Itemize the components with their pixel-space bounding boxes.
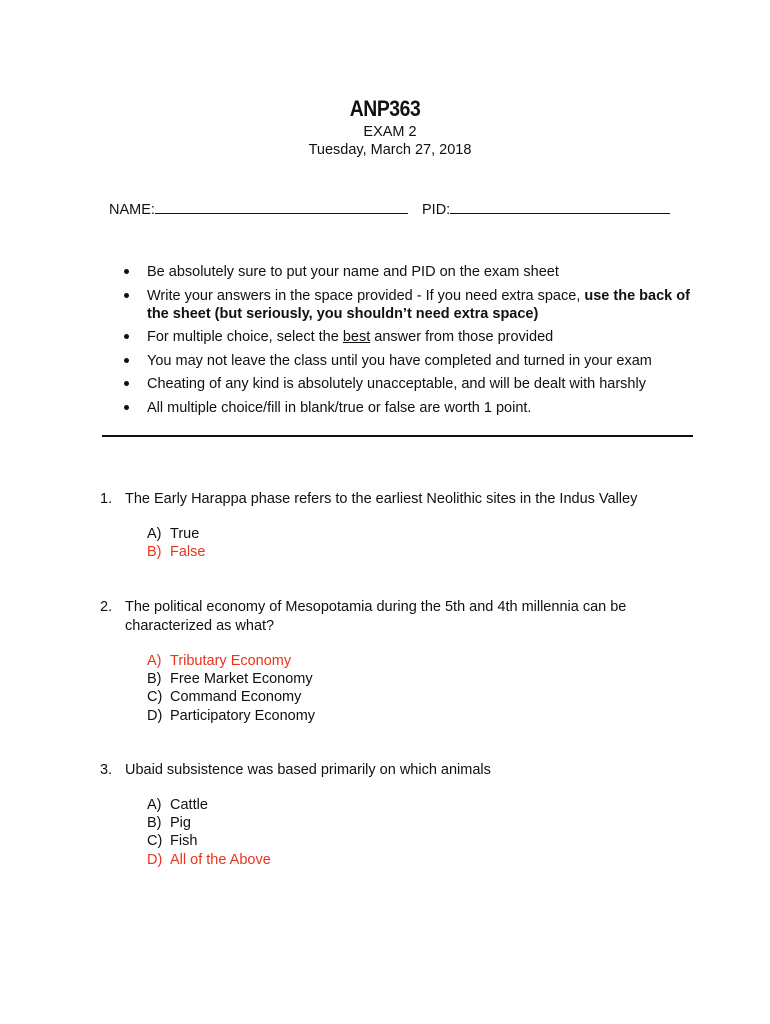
- exam-number: EXAM 2: [363, 124, 417, 140]
- instruction-item: You may not leave the class until you have completed and turned in your exam: [120, 352, 700, 370]
- question-text: The Early Harappa phase refers to the earliest Neolithic sites in the Indus Valley: [125, 491, 638, 507]
- bullet-icon: [124, 269, 129, 274]
- answer-choices: [147, 796, 700, 869]
- choice-item[interactable]: D) Participatory Economy: [147, 707, 316, 724]
- instruction-item: For multiple choice, select the best answer from those provided: [120, 328, 700, 346]
- choice-item[interactable]: B) Pig: [147, 815, 191, 832]
- choice-item[interactable]: B) Free Market Economy: [147, 671, 313, 688]
- name-label: NAME:: [109, 202, 155, 218]
- bullet-icon: [124, 381, 129, 386]
- question-text: The political economy of Mesopotamia during the 5th and 4th millennia can be characterized as what?: [125, 599, 627, 634]
- bullet-icon: [124, 334, 129, 339]
- instruction-item: Cheating of any kind is absolutely unacceptable, and will be dealt with harshly: [120, 375, 700, 393]
- question-1: 1. The Early Harappa phase refers to the earliest Neolithic sites in the Indus Valley A) True B) False: [100, 490, 700, 561]
- question-3: 3. Ubaid subsistence was based primarily on which animals A) Cattle B) Pig C) Fish D) All of the Above: [100, 761, 700, 869]
- exam-date: Tuesday, March 27, 2018: [308, 142, 472, 158]
- pid-field[interactable]: [422, 202, 670, 218]
- choice-item-correct[interactable]: D) All of the Above: [147, 851, 271, 868]
- exam-instructions: [120, 263, 700, 422]
- bullet-icon: [124, 358, 129, 363]
- instruction-item: Be absolutely sure to put your name and PID on the exam sheet: [120, 263, 700, 281]
- choice-item-correct[interactable]: A) Tributary Economy: [147, 653, 292, 669]
- course-title: ANP363: [349, 96, 421, 121]
- instruction-item: Write your answers in the space provided - If you need extra space, use the back of the sheet (but seriously, you shouldn’t need extra space): [120, 287, 700, 323]
- choice-item[interactable]: C) Fish: [147, 833, 198, 850]
- question-text: Ubaid subsistence was based primarily on which animals: [125, 762, 491, 778]
- section-divider: [102, 435, 693, 437]
- pid-blank-line[interactable]: [450, 212, 670, 214]
- pid-label: PID:: [422, 202, 451, 218]
- choice-item[interactable]: A) Cattle: [147, 797, 208, 813]
- name-blank-line[interactable]: [155, 212, 408, 214]
- name-field[interactable]: [109, 202, 408, 218]
- instruction-item: All multiple choice/fill in blank/true or false are worth 1 point.: [120, 399, 700, 417]
- choice-item-correct[interactable]: B) False: [147, 544, 206, 561]
- bullet-icon: [124, 293, 129, 298]
- answer-choices: [147, 525, 700, 561]
- answer-choices: [147, 652, 700, 725]
- choice-item[interactable]: A) True: [147, 526, 200, 542]
- question-2: 2. The political economy of Mesopotamia during the 5th and 4th millennia can be characterized as what? A) Tributary Economy B) Free Market Economy C) Command Economy D) Participatory Economy: [100, 598, 700, 725]
- bullet-icon: [124, 405, 129, 410]
- choice-item[interactable]: C) Command Economy: [147, 689, 302, 706]
